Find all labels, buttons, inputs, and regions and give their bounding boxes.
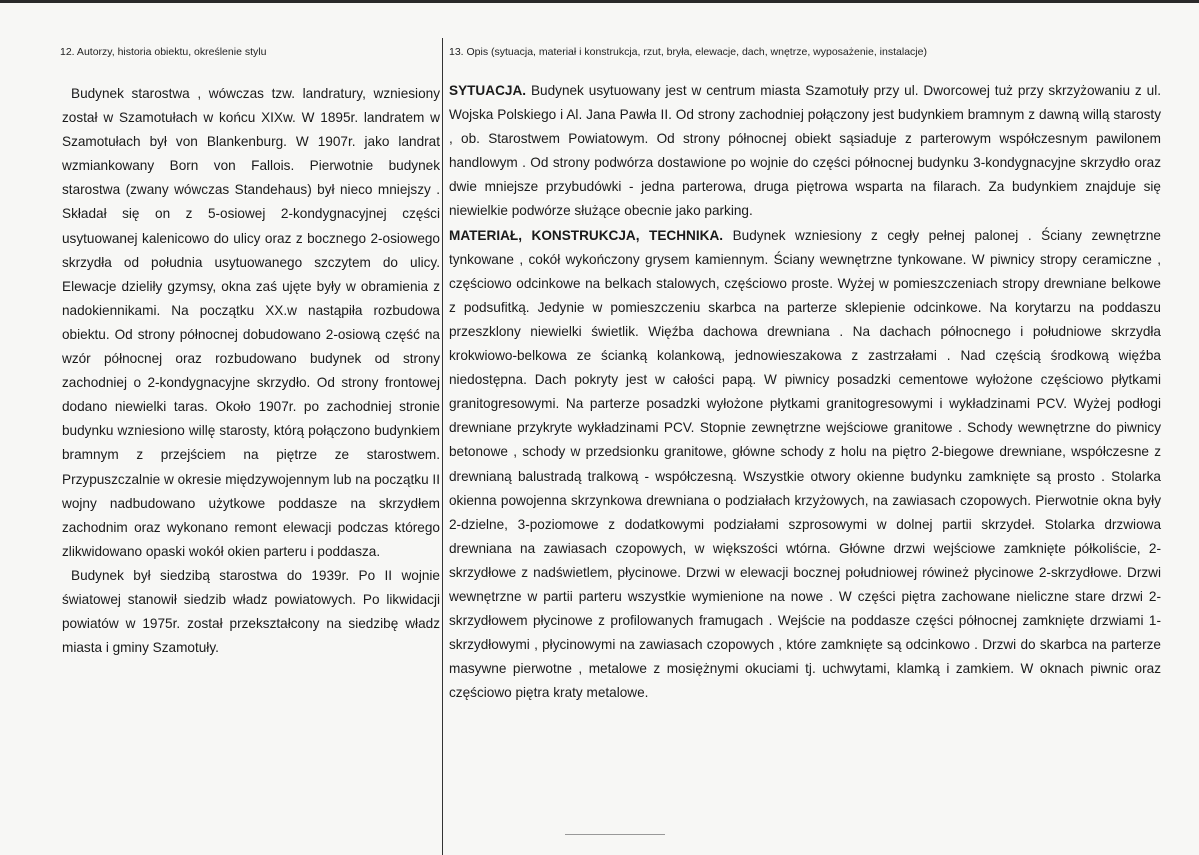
footer-line [565,834,665,835]
section-12-heading: 12. Autorzy, historia obiektu, określenie stylu [60,46,267,58]
history-column [62,82,440,660]
material-text: Budynek wzniesiony z cegły pełnej palonej . Ściany zewnętrzne tynkowane , cokół wykończony grysem kamiennym. Ściany wewnętrzne tynkowane. W piwnicy stropy ceramiczne , częściowo odcinkowe na belkach stalowych, częściowo proste. Wyżej w pomieszczeniach stropy drewniane belkowe z podsufitką. Jedynie w pomieszczeniu skarbca na parterze sklepienie odcinkowe. Na korytarzu na poddaszu przeszklony niewielki świetlik. Więźba dachowa drewniana . Na dachach północnego i południowe skrzydła krokwiowo-belkowa ze ścianką kolankową, jednowieszakowa z zastrzałami . Nad częścią środkową więźba niedostępna. Dach pokryty jest w całości papą. W piwnicy posadzki cementowe wyłożone częściowo płytkami granitogresowymi. Na parterze posadzki wyłożone płytkami granitogresowymi i wykładzinami PCV. Wyżej podłogi drewniane przykryte wykładzinami PCV. Stopnie zewnętrzne wejściowe granitowe . Schody wewnętrzne do piwnicy betonowe , schody w przedsionku granitowe, główne schody z holu na piętro 2-biegowe drewniane, współczesne z drewnianą balustradą tralkową - współczesną. Wszystkie otwory okienne budynku zamknięte są prosto . Stolarka okienna powojenna skrzynkowa drewniana o podziałach krzyżowych, na zawiasach czopowych. Pierwotnie okna były 2-dzielne, 3-poziomowe z dodatkowymi podziałami szprosowymi w dolnej partii skrzydeł. Stolarka drzwiowa drewniana na zawiasach czopowych, w większości wtórna. Główne drzwi wejściowe zamknięte półkoliście, 2-skrzydłowe z nadświetlem, płycinowe. Drzwi w elewacji bocznej południowej rówineż płycinowe 2-skrzydłowe. Drzwi wewnętrzne w partii parteru wszystkie wymienione na nowe . W części piętra zachowane nieliczne stare drzwi 2-skrzydłowem płycinowe z profilowanych framugach . Wejście na poddasze części północnej zamknięte drzwiami 1-skrzydłowymi , płycinowymi na zawiasach czopowych , które zamknięte są odcinkowo . Drzwi do skarbca na parterze masywne pierwotne , metalowe z mosiężnymi okuciami tj. uchwytami, klamką i zamkiem. W oknach piwnic oraz częściowo piętra kraty metalowe. [449,227,1161,701]
top-border [0,0,1199,3]
material-paragraph [449,224,1161,706]
description-column [449,79,1161,705]
history-paragraph-2: Budynek był siedzibą starostwa do 1939r. Po II wojnie światowej stanowił siedzib władz powiatowych. Po likwidacji powiatów w 1975r. został przekształcony na siedzibę władz miasta i gminy Szamotuły. [62,567,440,656]
situation-heading: SYTUACJA. [449,83,527,98]
column-divider [442,38,443,855]
situation-text: Budynek usytuowany jest w centrum miasta Szamotuły przy ul. Dworcowej tuż przy skrzyżowaniu z ul. Wojska Polskiego i Al. Jana Pawła II. Od strony zachodniej połączony jest budynkiem bramnym z dawną willą starosty , ob. Starostwem Powiatowym. Od strony północnej obiekt sąsiaduje z parterowym współczesnym pawilonem handlowym . Od strony podwórza dostawione po wojnie do części północnej budynku 3-kondygnacyjne skrzydło oraz dwie mniejsze przybudówki - jedna parterowa, druga piętrowa wsparta na filarach. Za budynkiem znajduje się niewielkie podwórze służące obecnie jako parking. [449,83,1161,219]
situation-paragraph [449,79,1161,224]
material-heading: MATERIAŁ, KONSTRUKCJA, TECHNIKA. [449,227,724,243]
section-13-heading: 13. Opis (sytuacja, materiał i konstrukcja, rzut, bryła, elewacje, dach, wnętrze, wyposażenie, instalacje) [449,46,927,58]
history-paragraph-1: Budynek starostwa , wówczas tzw. landratury, wzniesiony został w Szamotułach w końcu XIXw. W 1895r. landratem w Szamotułach był von Blankenburg. W 1907r. jako landrat wzmiankowany Born von Fallois. Pierwotnie budynek starostwa (zwany wówczas Standehaus) był nieco mniejszy . Składał się on z 5-osiowej 2-kondygnacyjnej części usytuowanej kalenicowo do ulicy oraz z bocznego 2-osiowego skrzydła od południa usytuowanego szczytem do ulicy. Elewacje dzieliły gzymsy, okna zaś ujęte były w obramienia z nadokiennikami. Na początku XX.w nastąpiła rozbudowa obiektu. Od strony północnej dobudowano 2-osiową część na wzór północnej oraz rozbudowano budynek od strony zachodniej o 2-kondygnacyjne skrzydło. Od strony frontowej dodano niewielki taras. Około 1907r. po zachodniej stronie budynku wzniesiono willę starosty, którą połączono budynkiem bramnym z przejściem na piętrze ze starostwem. Przypuszczalnie w okresie międzywojennym lub na początku II wojny nadbudowano użytkowe poddasze na skrzydłem zachodnim oraz wykonano remont elewacji podczas którego zlikwidowano opaski wokół okien parteru i poddasza. [62,86,440,559]
